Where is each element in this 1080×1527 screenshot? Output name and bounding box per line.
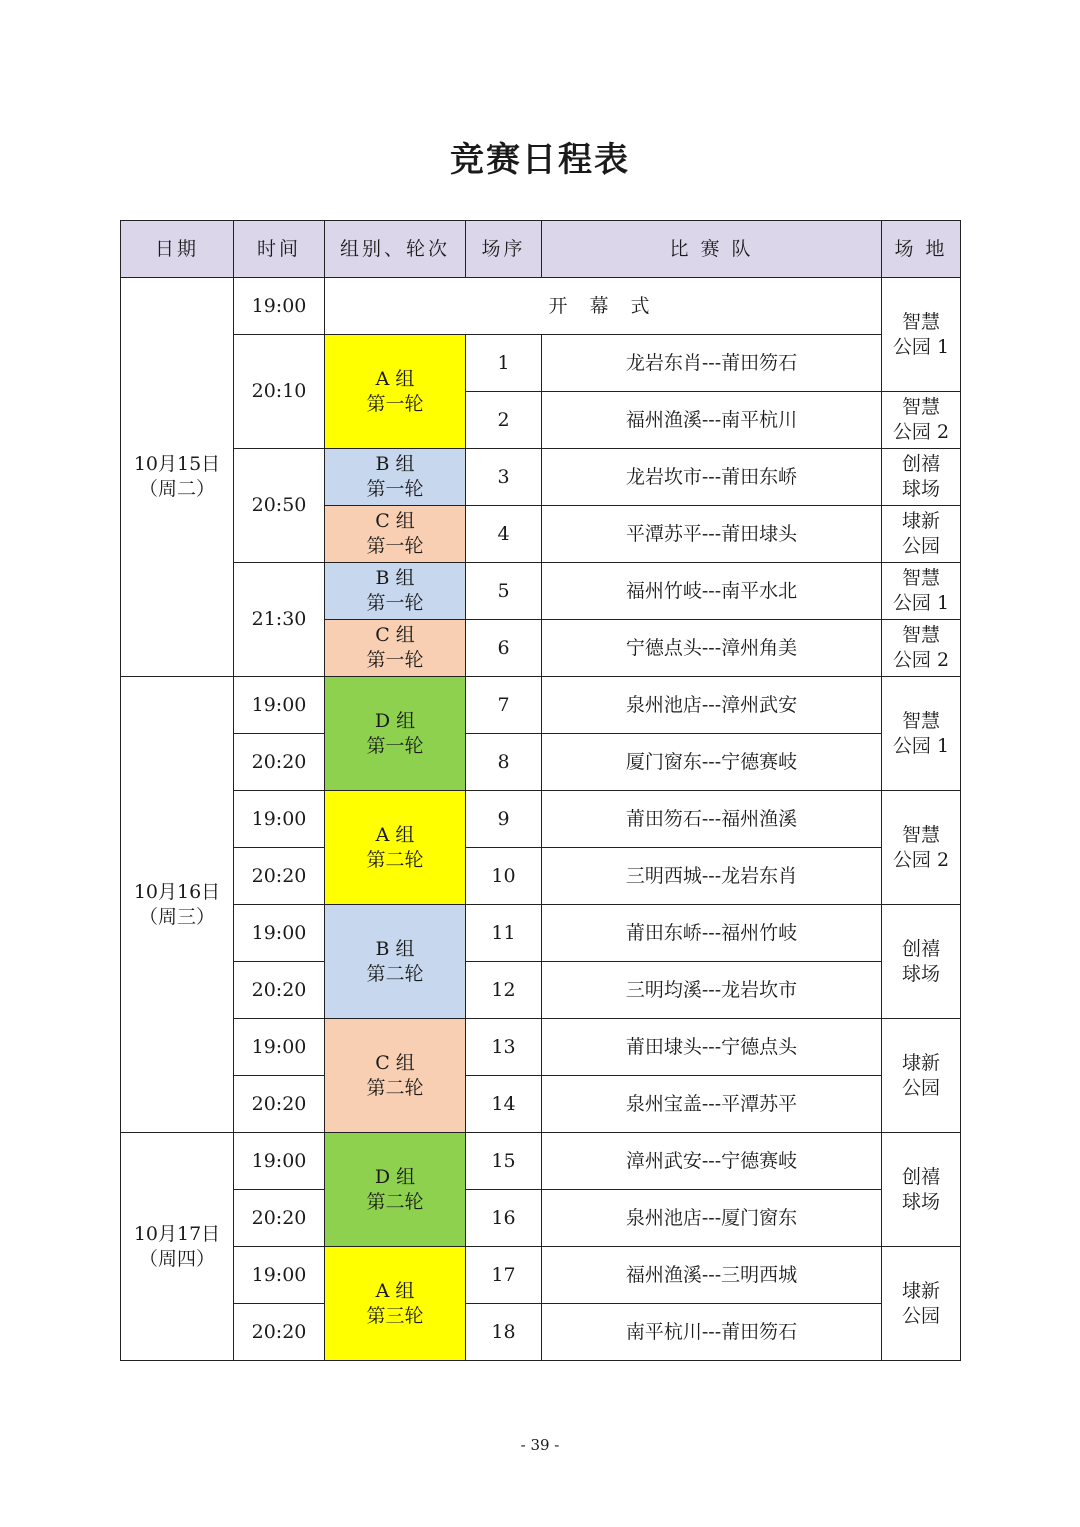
match-no-cell: 11 xyxy=(466,905,542,962)
time-cell: 20:20 xyxy=(234,734,325,791)
time-cell: 20:10 xyxy=(234,335,325,449)
match-no-cell: 10 xyxy=(466,848,542,905)
teams-cell: 莆田东峤---福州竹岐 xyxy=(542,905,882,962)
header-venue: 场 地 xyxy=(882,221,961,278)
venue-cell: 智慧 公园 1 xyxy=(882,278,961,392)
teams-cell: 泉州池店---厦门窗东 xyxy=(542,1190,882,1247)
teams-cell: 三明西城---龙岩东肖 xyxy=(542,848,882,905)
time-cell: 19:00 xyxy=(234,1247,325,1304)
venue-cell: 埭新 公园 xyxy=(882,1019,961,1133)
group-round-cell: C 组 第一轮 xyxy=(325,506,466,563)
time-cell: 20:20 xyxy=(234,1076,325,1133)
teams-cell: 平潭苏平---莆田埭头 xyxy=(542,506,882,563)
time-cell: 19:00 xyxy=(234,278,325,335)
match-no-cell: 3 xyxy=(466,449,542,506)
time-cell: 19:00 xyxy=(234,1019,325,1076)
venue-cell: 智慧 公园 1 xyxy=(882,563,961,620)
header-date: 日期 xyxy=(121,221,234,278)
date-cell: 10月15日 （周二） xyxy=(121,278,234,677)
date-cell: 10月16日 （周三） xyxy=(121,677,234,1133)
page-number: - 39 - xyxy=(520,1436,560,1454)
teams-cell: 泉州池店---漳州武安 xyxy=(542,677,882,734)
teams-cell: 龙岩东肖---莆田笏石 xyxy=(542,335,882,392)
match-no-cell: 8 xyxy=(466,734,542,791)
match-no-cell: 7 xyxy=(466,677,542,734)
match-no-cell: 9 xyxy=(466,791,542,848)
table-row xyxy=(121,1190,961,1247)
group-round-cell: A 组 第三轮 xyxy=(325,1247,466,1361)
teams-cell: 福州竹岐---南平水北 xyxy=(542,563,882,620)
group-round-cell: D 组 第一轮 xyxy=(325,677,466,791)
venue-cell: 智慧 公园 2 xyxy=(882,620,961,677)
teams-cell: 漳州武安---宁德赛岐 xyxy=(542,1133,882,1190)
group-round-cell: A 组 第一轮 xyxy=(325,335,466,449)
time-cell: 19:00 xyxy=(234,1133,325,1190)
header-teams: 比 赛 队 xyxy=(542,221,882,278)
schedule-table xyxy=(120,220,961,1361)
venue-cell: 创禧 球场 xyxy=(882,905,961,1019)
teams-cell: 福州渔溪---南平杭川 xyxy=(542,392,882,449)
teams-cell: 莆田埭头---宁德点头 xyxy=(542,1019,882,1076)
venue-cell: 创禧 球场 xyxy=(882,449,961,506)
match-no-cell: 1 xyxy=(466,335,542,392)
match-no-cell: 17 xyxy=(466,1247,542,1304)
group-round-cell: B 组 第一轮 xyxy=(325,563,466,620)
venue-cell: 智慧 公园 2 xyxy=(882,392,961,449)
venue-cell: 创禧 球场 xyxy=(882,1133,961,1247)
table-row xyxy=(121,278,961,335)
venue-cell: 智慧 公园 1 xyxy=(882,677,961,791)
time-cell: 20:50 xyxy=(234,449,325,563)
teams-cell: 福州渔溪---三明西城 xyxy=(542,1247,882,1304)
header-row xyxy=(121,221,961,278)
time-cell: 20:20 xyxy=(234,962,325,1019)
match-no-cell: 4 xyxy=(466,506,542,563)
match-no-cell: 2 xyxy=(466,392,542,449)
table-row xyxy=(121,1247,961,1304)
time-cell: 21:30 xyxy=(234,563,325,677)
match-no-cell: 14 xyxy=(466,1076,542,1133)
table-row xyxy=(121,734,961,791)
table-row xyxy=(121,1076,961,1133)
page-title: 竞赛日程表 xyxy=(450,140,630,180)
date-cell: 10月17日 （周四） xyxy=(121,1133,234,1361)
match-no-cell: 16 xyxy=(466,1190,542,1247)
match-no-cell: 18 xyxy=(466,1304,542,1361)
table-row xyxy=(121,905,961,962)
teams-cell: 龙岩坎市---莆田东峤 xyxy=(542,449,882,506)
match-no-cell: 5 xyxy=(466,563,542,620)
table-row xyxy=(121,1133,961,1190)
group-round-cell: C 组 第二轮 xyxy=(325,1019,466,1133)
group-round-cell: D 组 第二轮 xyxy=(325,1133,466,1247)
teams-cell: 泉州宝盖---平潭苏平 xyxy=(542,1076,882,1133)
time-cell: 19:00 xyxy=(234,791,325,848)
venue-cell: 埭新 公园 xyxy=(882,506,961,563)
table-row xyxy=(121,449,961,506)
header-match-no: 场序 xyxy=(466,221,542,278)
group-round-cell: B 组 第一轮 xyxy=(325,449,466,506)
venue-cell: 智慧 公园 2 xyxy=(882,791,961,905)
table-row xyxy=(121,1304,961,1361)
teams-cell: 厦门窗东---宁德赛岐 xyxy=(542,734,882,791)
match-no-cell: 12 xyxy=(466,962,542,1019)
time-cell: 20:20 xyxy=(234,1304,325,1361)
group-round-cell: C 组 第一轮 xyxy=(325,620,466,677)
opening-ceremony: 开 幕 式 xyxy=(325,278,882,335)
table-row xyxy=(121,1019,961,1076)
time-cell: 20:20 xyxy=(234,848,325,905)
match-no-cell: 6 xyxy=(466,620,542,677)
venue-cell: 埭新 公园 xyxy=(882,1247,961,1361)
table-row xyxy=(121,563,961,620)
teams-cell: 三明均溪---龙岩坎市 xyxy=(542,962,882,1019)
time-cell: 19:00 xyxy=(234,677,325,734)
header-time: 时间 xyxy=(234,221,325,278)
time-cell: 19:00 xyxy=(234,905,325,962)
table-row xyxy=(121,335,961,392)
table-row xyxy=(121,677,961,734)
match-no-cell: 13 xyxy=(466,1019,542,1076)
table-row xyxy=(121,791,961,848)
group-round-cell: A 组 第二轮 xyxy=(325,791,466,905)
header-group-round: 组别、轮次 xyxy=(325,221,466,278)
table-row xyxy=(121,848,961,905)
group-round-cell: B 组 第二轮 xyxy=(325,905,466,1019)
table-row xyxy=(121,962,961,1019)
teams-cell: 南平杭川---莆田笏石 xyxy=(542,1304,882,1361)
teams-cell: 莆田笏石---福州渔溪 xyxy=(542,791,882,848)
teams-cell: 宁德点头---漳州角美 xyxy=(542,620,882,677)
time-cell: 20:20 xyxy=(234,1190,325,1247)
match-no-cell: 15 xyxy=(466,1133,542,1190)
